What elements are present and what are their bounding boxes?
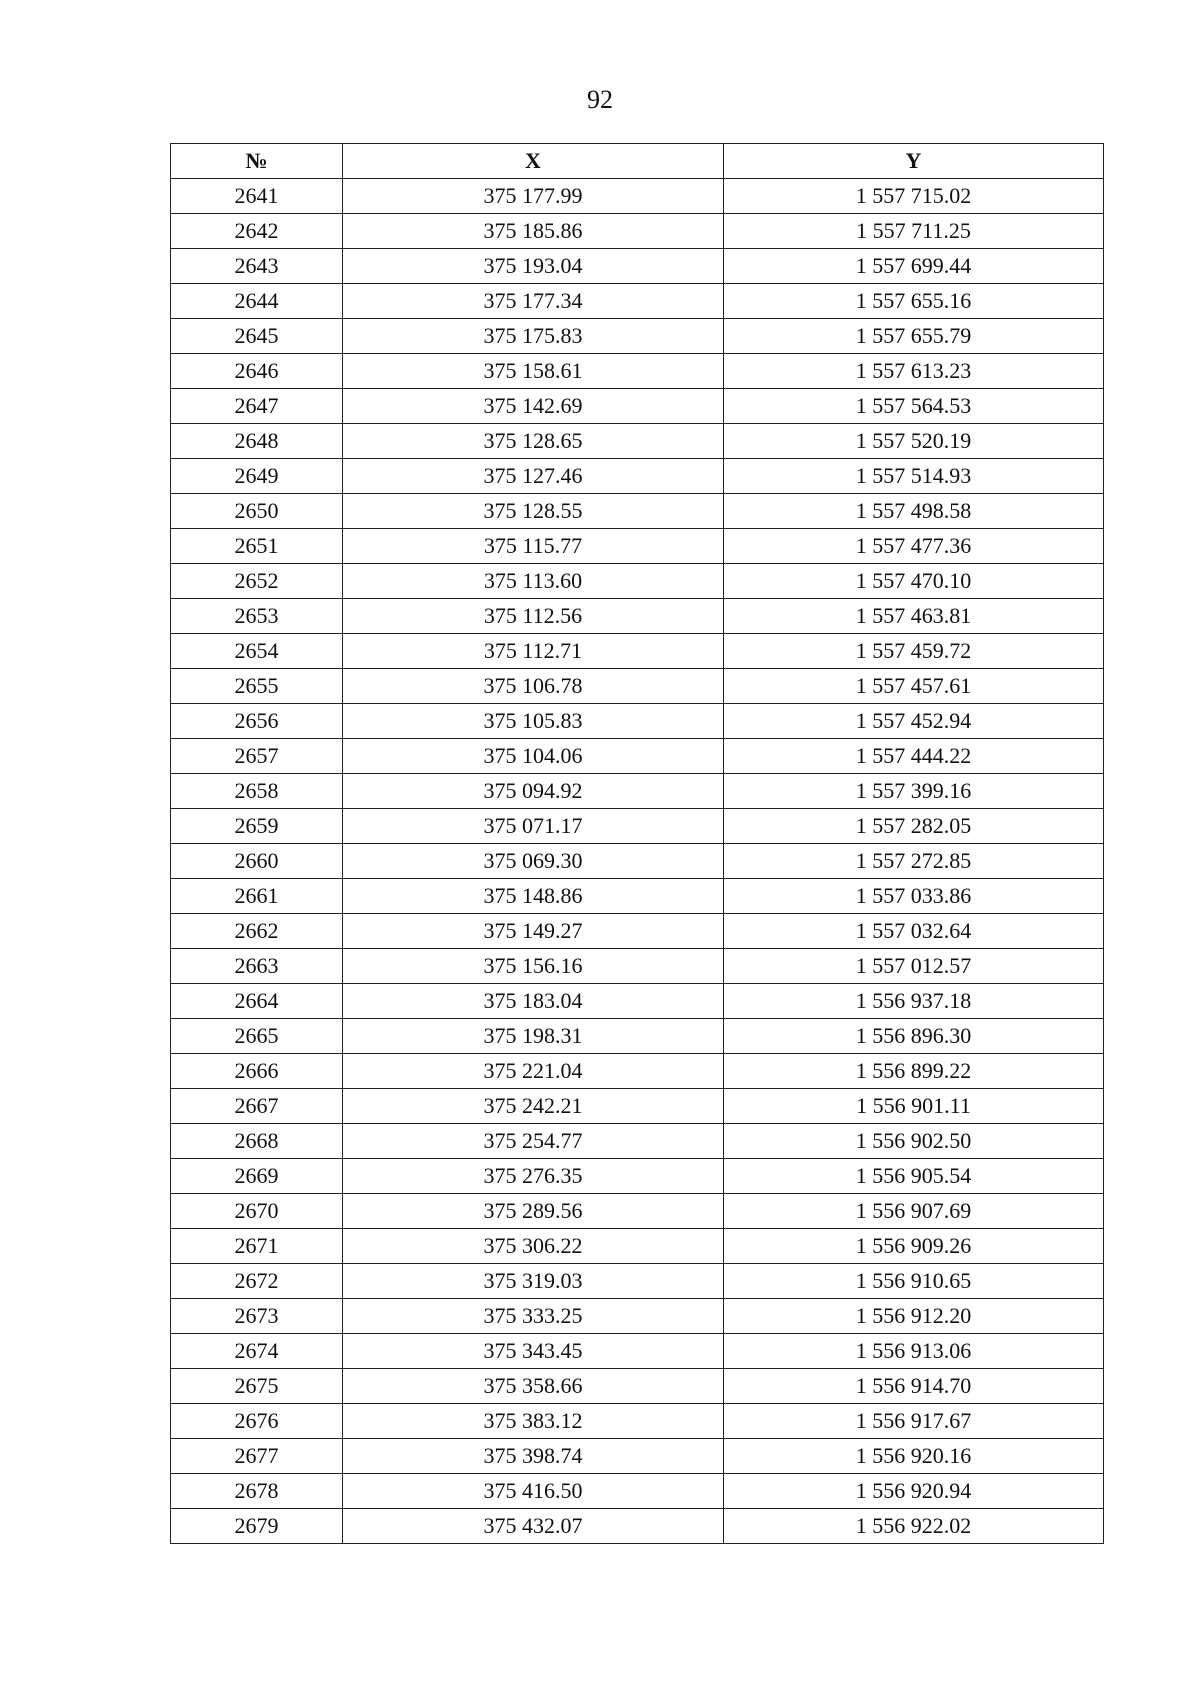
table-row	[171, 1229, 1104, 1264]
cell-x: 375 113.60	[343, 564, 724, 599]
table-row	[171, 249, 1104, 284]
cell-y: 1 556 913.06	[724, 1334, 1104, 1369]
cell-number: 2643	[171, 249, 343, 284]
cell-x: 375 177.34	[343, 284, 724, 319]
cell-number: 2668	[171, 1124, 343, 1159]
table-row	[171, 669, 1104, 704]
cell-x: 375 185.86	[343, 214, 724, 249]
table-row	[171, 774, 1104, 809]
cell-y: 1 557 470.10	[724, 564, 1104, 599]
table-row	[171, 809, 1104, 844]
cell-x: 375 343.45	[343, 1334, 724, 1369]
cell-number: 2660	[171, 844, 343, 879]
table-body	[171, 179, 1104, 1544]
cell-y: 1 556 910.65	[724, 1264, 1104, 1299]
cell-x: 375 289.56	[343, 1194, 724, 1229]
cell-y: 1 557 699.44	[724, 249, 1104, 284]
cell-y: 1 556 901.11	[724, 1089, 1104, 1124]
cell-x: 375 242.21	[343, 1089, 724, 1124]
table-row	[171, 914, 1104, 949]
cell-y: 1 556 909.26	[724, 1229, 1104, 1264]
cell-x: 375 432.07	[343, 1509, 724, 1544]
cell-number: 2652	[171, 564, 343, 599]
cell-y: 1 557 477.36	[724, 529, 1104, 564]
cell-y: 1 556 920.94	[724, 1474, 1104, 1509]
cell-x: 375 333.25	[343, 1299, 724, 1334]
table-row	[171, 1264, 1104, 1299]
table-row	[171, 599, 1104, 634]
cell-y: 1 556 922.02	[724, 1509, 1104, 1544]
table-row	[171, 1054, 1104, 1089]
table-row	[171, 1404, 1104, 1439]
cell-x: 375 071.17	[343, 809, 724, 844]
cell-x: 375 193.04	[343, 249, 724, 284]
cell-x: 375 254.77	[343, 1124, 724, 1159]
cell-y: 1 557 033.86	[724, 879, 1104, 914]
cell-number: 2656	[171, 704, 343, 739]
cell-x: 375 112.56	[343, 599, 724, 634]
coordinates-table	[170, 143, 1104, 1544]
cell-x: 375 127.46	[343, 459, 724, 494]
header-number: №	[171, 144, 343, 179]
cell-x: 375 115.77	[343, 529, 724, 564]
cell-number: 2649	[171, 459, 343, 494]
cell-number: 2663	[171, 949, 343, 984]
cell-y: 1 556 920.16	[724, 1439, 1104, 1474]
cell-y: 1 557 457.61	[724, 669, 1104, 704]
cell-x: 375 094.92	[343, 774, 724, 809]
table-row	[171, 1369, 1104, 1404]
cell-y: 1 556 912.20	[724, 1299, 1104, 1334]
cell-number: 2646	[171, 354, 343, 389]
cell-number: 2674	[171, 1334, 343, 1369]
cell-y: 1 557 459.72	[724, 634, 1104, 669]
cell-x: 375 149.27	[343, 914, 724, 949]
cell-number: 2650	[171, 494, 343, 529]
cell-y: 1 557 655.16	[724, 284, 1104, 319]
table-row	[171, 1019, 1104, 1054]
table-row	[171, 984, 1104, 1019]
cell-number: 2670	[171, 1194, 343, 1229]
cell-y: 1 556 902.50	[724, 1124, 1104, 1159]
table-row	[171, 1194, 1104, 1229]
cell-x: 375 142.69	[343, 389, 724, 424]
cell-number: 2658	[171, 774, 343, 809]
cell-x: 375 106.78	[343, 669, 724, 704]
cell-x: 375 148.86	[343, 879, 724, 914]
cell-number: 2648	[171, 424, 343, 459]
cell-number: 2665	[171, 1019, 343, 1054]
table-row	[171, 459, 1104, 494]
cell-x: 375 158.61	[343, 354, 724, 389]
page-number: 92	[587, 85, 613, 114]
cell-number: 2645	[171, 319, 343, 354]
cell-number: 2644	[171, 284, 343, 319]
cell-x: 375 306.22	[343, 1229, 724, 1264]
table-row	[171, 1089, 1104, 1124]
cell-number: 2651	[171, 529, 343, 564]
table-row	[171, 284, 1104, 319]
table-row	[171, 949, 1104, 984]
table-header	[171, 144, 1104, 179]
cell-x: 375 156.16	[343, 949, 724, 984]
cell-x: 375 319.03	[343, 1264, 724, 1299]
table-row	[171, 179, 1104, 214]
table-row	[171, 529, 1104, 564]
cell-y: 1 557 564.53	[724, 389, 1104, 424]
cell-x: 375 198.31	[343, 1019, 724, 1054]
cell-x: 375 128.65	[343, 424, 724, 459]
cell-y: 1 557 498.58	[724, 494, 1104, 529]
table-row	[171, 844, 1104, 879]
cell-number: 2672	[171, 1264, 343, 1299]
table-row	[171, 739, 1104, 774]
cell-y: 1 556 907.69	[724, 1194, 1104, 1229]
table-row	[171, 1509, 1104, 1544]
table-row	[171, 389, 1104, 424]
header-row	[171, 144, 1104, 179]
cell-number: 2679	[171, 1509, 343, 1544]
cell-number: 2677	[171, 1439, 343, 1474]
cell-x: 375 069.30	[343, 844, 724, 879]
cell-y: 1 556 899.22	[724, 1054, 1104, 1089]
cell-number: 2675	[171, 1369, 343, 1404]
cell-y: 1 557 715.02	[724, 179, 1104, 214]
table-row	[171, 1124, 1104, 1159]
cell-number: 2676	[171, 1404, 343, 1439]
table-row	[171, 424, 1104, 459]
cell-number: 2678	[171, 1474, 343, 1509]
cell-number: 2655	[171, 669, 343, 704]
cell-x: 375 276.35	[343, 1159, 724, 1194]
cell-number: 2671	[171, 1229, 343, 1264]
cell-y: 1 556 917.67	[724, 1404, 1104, 1439]
table-row	[171, 879, 1104, 914]
cell-y: 1 557 463.81	[724, 599, 1104, 634]
cell-number: 2667	[171, 1089, 343, 1124]
cell-number: 2653	[171, 599, 343, 634]
cell-x: 375 183.04	[343, 984, 724, 1019]
cell-x: 375 128.55	[343, 494, 724, 529]
cell-x: 375 383.12	[343, 1404, 724, 1439]
cell-number: 2659	[171, 809, 343, 844]
cell-number: 2664	[171, 984, 343, 1019]
cell-x: 375 104.06	[343, 739, 724, 774]
table-row	[171, 634, 1104, 669]
table-row	[171, 354, 1104, 389]
cell-y: 1 556 896.30	[724, 1019, 1104, 1054]
cell-number: 2669	[171, 1159, 343, 1194]
table-row	[171, 1334, 1104, 1369]
cell-x: 375 177.99	[343, 179, 724, 214]
table-row	[171, 214, 1104, 249]
cell-y: 1 557 655.79	[724, 319, 1104, 354]
cell-number: 2661	[171, 879, 343, 914]
table-row	[171, 1159, 1104, 1194]
cell-y: 1 557 452.94	[724, 704, 1104, 739]
table-row	[171, 704, 1104, 739]
cell-y: 1 557 711.25	[724, 214, 1104, 249]
cell-y: 1 556 937.18	[724, 984, 1104, 1019]
header-y: Y	[724, 144, 1104, 179]
table-row	[171, 319, 1104, 354]
cell-number: 2666	[171, 1054, 343, 1089]
cell-number: 2647	[171, 389, 343, 424]
cell-number: 2662	[171, 914, 343, 949]
table-row	[171, 564, 1104, 599]
table-row	[171, 1474, 1104, 1509]
table-row	[171, 494, 1104, 529]
cell-x: 375 416.50	[343, 1474, 724, 1509]
cell-x: 375 358.66	[343, 1369, 724, 1404]
cell-number: 2673	[171, 1299, 343, 1334]
cell-y: 1 557 520.19	[724, 424, 1104, 459]
cell-y: 1 557 514.93	[724, 459, 1104, 494]
cell-x: 375 221.04	[343, 1054, 724, 1089]
cell-y: 1 557 012.57	[724, 949, 1104, 984]
cell-y: 1 556 914.70	[724, 1369, 1104, 1404]
table-row	[171, 1299, 1104, 1334]
cell-number: 2657	[171, 739, 343, 774]
cell-y: 1 556 905.54	[724, 1159, 1104, 1194]
table-row	[171, 1439, 1104, 1474]
cell-x: 375 398.74	[343, 1439, 724, 1474]
cell-x: 375 175.83	[343, 319, 724, 354]
cell-x: 375 105.83	[343, 704, 724, 739]
header-x: X	[343, 144, 724, 179]
cell-y: 1 557 282.05	[724, 809, 1104, 844]
cell-number: 2654	[171, 634, 343, 669]
cell-number: 2641	[171, 179, 343, 214]
cell-y: 1 557 613.23	[724, 354, 1104, 389]
cell-x: 375 112.71	[343, 634, 724, 669]
cell-y: 1 557 032.64	[724, 914, 1104, 949]
cell-y: 1 557 444.22	[724, 739, 1104, 774]
cell-number: 2642	[171, 214, 343, 249]
cell-y: 1 557 399.16	[724, 774, 1104, 809]
cell-y: 1 557 272.85	[724, 844, 1104, 879]
